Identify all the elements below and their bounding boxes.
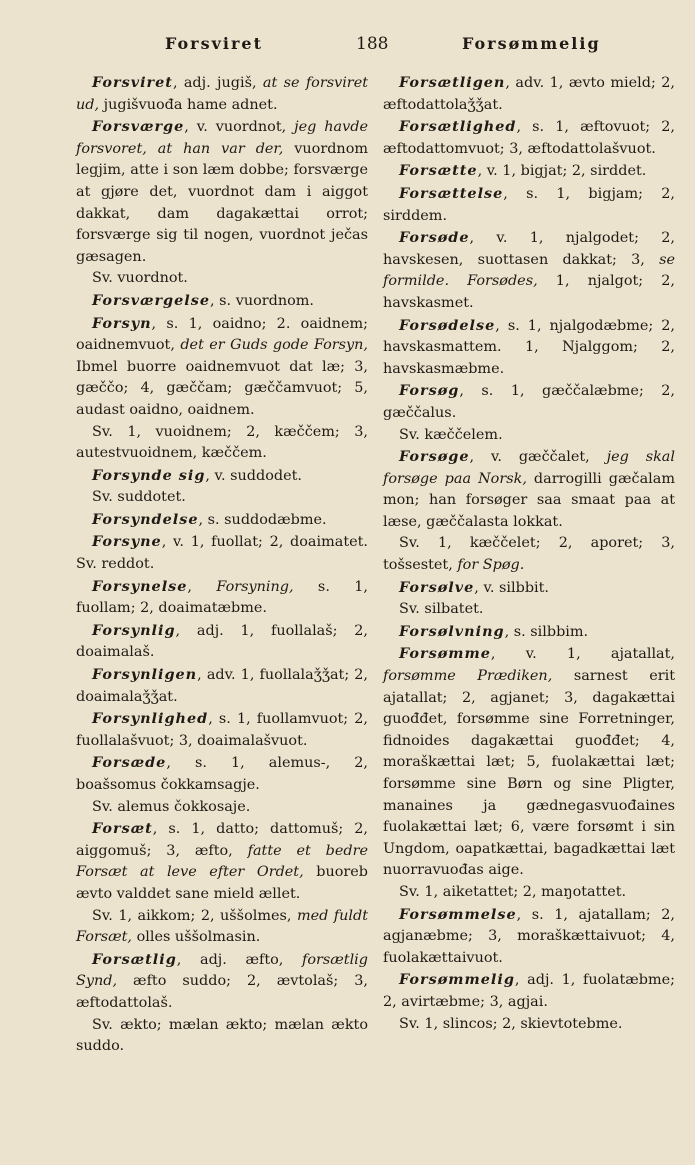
headword: Forsyne bbox=[92, 533, 162, 551]
dictionary-entry bbox=[383, 183, 675, 227]
definition-text: , s. 1, bigjam; 2, sirddem. bbox=[383, 185, 675, 224]
dictionary-entry bbox=[76, 422, 368, 465]
definition-text: , s. suddodæbme. bbox=[198, 511, 327, 528]
dictionary-entry bbox=[76, 797, 368, 819]
definition-tail: vuordnom legjim, atte i son læm dobbe; forsværge at gjøre det, vuordnot dam i aiggot dakkat, dam dagakættai orrot; forsværge sig til nogen, vuordnot ječas gæsagen. bbox=[76, 140, 369, 265]
definition-tail: olles uššolmasin. bbox=[132, 929, 261, 946]
definition-text: , v. vuordnot, bbox=[184, 119, 295, 136]
dictionary-entry bbox=[76, 268, 368, 290]
dictionary-entry bbox=[383, 425, 675, 447]
headword: Forsætte bbox=[399, 162, 478, 180]
dictionary-entry bbox=[76, 509, 368, 532]
definition-text: Sv. 1, kæččelet; 2, aporet; 3, tošsestet, bbox=[383, 535, 675, 574]
right-guideword: Forsømmelig bbox=[462, 34, 601, 53]
definition-text: , s. 1, gæččalæbme; 2, gæččalus. bbox=[383, 383, 675, 421]
definition-text: , v. 1, njalgodet; 2, havskesen, suottasen dakkat; 3, bbox=[383, 230, 675, 268]
headword: Forsømmelig bbox=[399, 971, 515, 989]
headword: Forsværgelse bbox=[92, 291, 211, 309]
right-column bbox=[383, 72, 675, 1035]
headword: Forsætlig bbox=[92, 950, 177, 968]
dictionary-entry bbox=[383, 160, 675, 183]
dictionary-entry bbox=[383, 969, 675, 1013]
definition-text: , s. 1, alemus-, 2, boašsomus čokkamsagje. bbox=[76, 755, 368, 793]
headword: Forsætligen bbox=[399, 74, 506, 91]
headword: Forsætlighed bbox=[399, 118, 517, 136]
definition-text: , s. 1, fuollamvuot; 2, fuollalašvuot; 3, doaimalašvuot. bbox=[76, 711, 368, 749]
definition-text: , s. vuordnom. bbox=[210, 292, 315, 309]
headword: Forsøg bbox=[399, 382, 460, 400]
definition-text: , v. silbbit. bbox=[474, 579, 549, 596]
headword: Forsættelse bbox=[399, 184, 504, 202]
dictionary-entry bbox=[76, 290, 368, 313]
example-phrase: forsømme Prædiken, bbox=[383, 668, 553, 685]
dictionary-entry bbox=[76, 465, 368, 488]
definition-text: , adv. 1, fuollalaǯǯat; 2, doaimalaǯǯat. bbox=[76, 667, 368, 705]
dictionary-entry bbox=[76, 72, 368, 116]
definition-text: , v. gæččalet, bbox=[469, 449, 607, 466]
definition-text: Sv. vuordnot. bbox=[92, 270, 188, 287]
definition-text: Sv. 1, slincos; 2, skievtotebme. bbox=[399, 1015, 623, 1032]
example-phrase: forsætlig Synd, bbox=[76, 951, 368, 990]
definition-text: , adj. jugiš, bbox=[172, 75, 263, 91]
definition-text: Sv. 1, aiketattet; 2, maŋotattet. bbox=[399, 883, 627, 900]
example-phrase: det er Guds gode Forsyn, bbox=[180, 337, 368, 354]
definition-text: Sv. kæččelem. bbox=[399, 426, 503, 443]
definition-text: , s. 1, datto; dattomuš; 2, aiggomuš; 3, æfto, bbox=[76, 821, 368, 859]
definition-text: , adj. æfto, bbox=[176, 951, 303, 968]
example-phrase: fatte et bedre Forsæt at leve efter Ordet, bbox=[76, 842, 368, 881]
dictionary-entry bbox=[383, 621, 675, 644]
headword: Forsødelse bbox=[399, 316, 496, 334]
definition-tail: buoreb ævto valddet sane mield ællet. bbox=[76, 864, 368, 902]
definition-text: , adv. 1, ævto mield; 2, æftodattolaǯǯat. bbox=[383, 75, 675, 113]
dictionary-entry bbox=[383, 533, 675, 576]
dictionary-entry bbox=[383, 315, 675, 381]
headword: Forsøde bbox=[399, 229, 470, 247]
dictionary-entry bbox=[76, 708, 368, 752]
definition-text: Sv. 1, vuoidnem; 2, kæččem; 3, autestvuoidnem, kæččem. bbox=[76, 423, 368, 462]
definition-tail: sarnest erit ajatallat; 2, agjanet; 3, dagakættai guođđet, forsømme sine Forretninger, fidnoides dagakættai guođđet; 4, moraškættai læt; 5, fuolakættai læt; forsømme sine Børn og sine Pligter, manaines ja gædnegasvuođaines fuolakættai læt; 6, være forsømt i sin Ungdom, oapatkættai, bagadkættai læt nuorravuođas aige. bbox=[383, 668, 675, 879]
definition-text: Sv. silbatet. bbox=[399, 601, 484, 618]
dictionary-entry bbox=[76, 664, 368, 708]
definition-text: , s. 1, æftovuot; 2, æftodattomvuot; 3, æftodattolašvuot. bbox=[383, 119, 675, 157]
example-phrase: at se forsviret ud, bbox=[76, 75, 368, 113]
definition-text: , s. silbbim. bbox=[504, 623, 589, 640]
definition-text: , s. 1, njalgodæbme; 2, havskasmattem. 1, Njalggom; 2, havskasmæbme. bbox=[383, 317, 675, 377]
headword: Forsynligen bbox=[92, 666, 198, 684]
definition-text: , v. 1, ajatallat, bbox=[490, 646, 675, 663]
dictionary-entry bbox=[76, 752, 368, 796]
headword: Forsømmelse bbox=[399, 905, 517, 923]
definition-text: , v. 1, bigjat; 2, sirddet. bbox=[477, 163, 647, 180]
dictionary-entry bbox=[76, 620, 368, 664]
headword: Forsøge bbox=[399, 448, 470, 466]
example-phrase: jeg havde forsvoret, at han var der, bbox=[76, 119, 368, 157]
definition-tail: æfto suddo; 2, ævtolaš; 3, æftodattolaš. bbox=[76, 973, 368, 1011]
dictionary-entry bbox=[76, 487, 368, 509]
definition-text: , adj. 1, fuolatæbme; 2, avirtæbme; 3, agjai. bbox=[383, 972, 675, 1010]
left-guideword: Forsviret bbox=[165, 34, 263, 53]
example-phrase: med fuldt Forsæt, bbox=[76, 907, 368, 946]
definition-text: Sv. ækto; mælan ækto; mælan ækto suddo. bbox=[76, 1016, 368, 1055]
definition-text: , s. 1, ajatallam; 2, agjanæbme; 3, moraškættaivuot; 4, fuolakættaivuot. bbox=[383, 906, 675, 966]
dictionary-entry bbox=[76, 313, 368, 422]
dictionary-entry bbox=[383, 643, 675, 882]
example-phrase: Forsyning, bbox=[216, 578, 294, 595]
definition-tail: jugišvuođa hame adnet. bbox=[99, 96, 278, 113]
headword: Forsølvning bbox=[399, 622, 505, 640]
definition-text: , bbox=[187, 578, 217, 595]
definition-text: , adj. 1, fuollalaš; 2, doaimalaš. bbox=[76, 622, 368, 661]
dictionary-entry bbox=[383, 599, 675, 621]
definition-text: , s. 1, oaidno; 2. oaidnem; oaidnemvuot, bbox=[76, 315, 368, 354]
dictionary-entry bbox=[383, 72, 675, 116]
dictionary-entry bbox=[76, 531, 368, 575]
headword: Forsæt bbox=[92, 820, 153, 838]
dictionary-entry bbox=[76, 949, 368, 1015]
example-phrase: jeg skal forsøge paa Norsk, bbox=[383, 449, 675, 487]
dictionary-entry bbox=[383, 116, 675, 160]
dictionary-entry bbox=[76, 818, 368, 905]
dictionary-entry bbox=[383, 446, 675, 533]
dictionary-entry bbox=[76, 906, 368, 949]
page-header bbox=[0, 34, 695, 58]
headword: Forsynlig bbox=[92, 621, 176, 639]
definition-tail: 1, njalgot; 2, havskasmet. bbox=[383, 273, 675, 311]
headword: Forsynelse bbox=[92, 577, 188, 595]
definition-text: Sv. alemus čokkosaje. bbox=[92, 798, 251, 815]
definition-tail: Ibmel buorre oaidnemvuot dat læ; 3, gæččo; 4, gæččam; gæččamvuot; 5, audast oaidno, oaidnem. bbox=[76, 358, 368, 418]
dictionary-entry bbox=[383, 1014, 675, 1036]
example-phrase: se formilde. Forsødes, bbox=[383, 251, 675, 290]
dictionary-entry bbox=[76, 116, 368, 268]
dictionary-entry bbox=[76, 576, 368, 620]
headword: Forsyndelse bbox=[92, 510, 199, 528]
dictionary-entry bbox=[383, 882, 675, 904]
definition-text: , v. suddodet. bbox=[205, 467, 302, 484]
headword: Forsværge bbox=[92, 118, 185, 136]
page-number: 188 bbox=[356, 34, 389, 54]
headword: Forsyn bbox=[92, 314, 152, 332]
headword: Forsynde sig bbox=[92, 466, 206, 484]
definition-text: , v. 1, fuollat; 2, doaimatet. Sv. reddot. bbox=[76, 534, 368, 573]
headword: Forsynlighed bbox=[92, 710, 209, 728]
definition-text: Sv. suddotet. bbox=[92, 489, 186, 506]
definition-tail: s. 1, fuollam; 2, doaimatæbme. bbox=[76, 578, 368, 617]
dictionary-entry bbox=[383, 577, 675, 600]
definition-text: Sv. 1, aikkom; 2, uššolmes, bbox=[92, 907, 297, 924]
left-column bbox=[76, 72, 368, 1058]
dictionary-entry bbox=[383, 227, 675, 314]
headword: Forsømme bbox=[399, 645, 491, 663]
example-phrase: for Spøg. bbox=[457, 557, 525, 574]
headword: Forsølve bbox=[399, 578, 475, 596]
headword: Forsviret bbox=[92, 74, 173, 91]
definition-tail: darrogilli gæčalam mon; han forsøger saa smaat paa at læse, gæččalasta lokkat. bbox=[383, 470, 675, 530]
dictionary-entry bbox=[383, 904, 675, 970]
dictionary-entry bbox=[383, 380, 675, 424]
headword: Forsæde bbox=[92, 754, 167, 772]
dictionary-entry bbox=[76, 1015, 368, 1058]
